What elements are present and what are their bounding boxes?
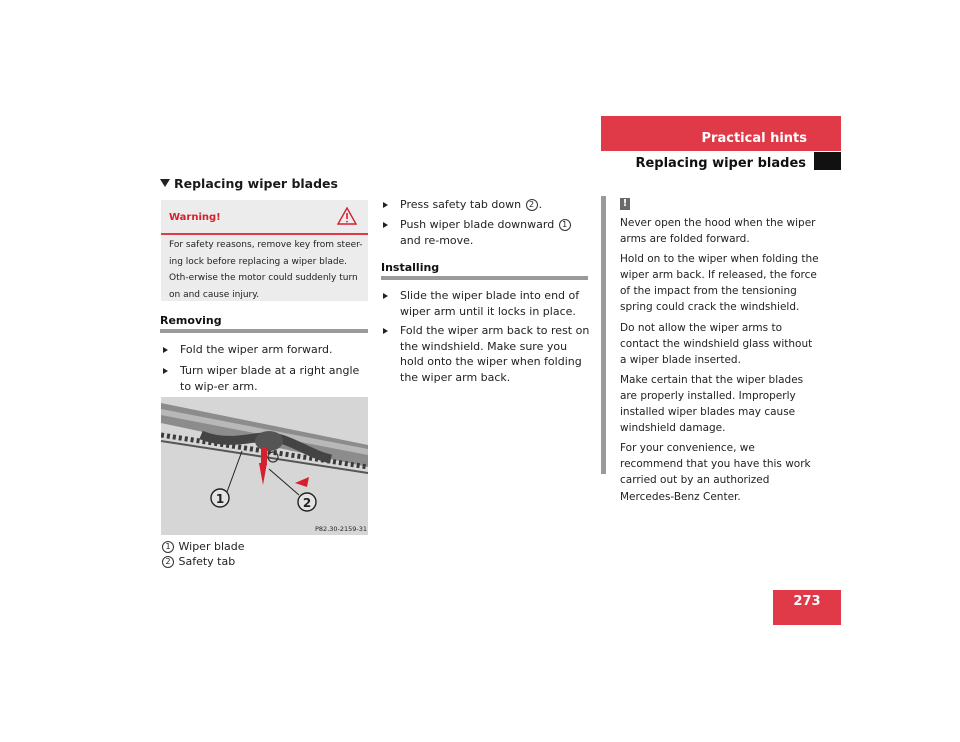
warning-box (161, 200, 368, 301)
number-2-icon: 2 (162, 556, 174, 568)
page-title: Replacing wiper blades (160, 176, 338, 191)
installing-rule (381, 276, 588, 280)
list-item: Press safety tab down 2 . (383, 197, 588, 213)
wiper-illustration (161, 397, 368, 535)
svg-text:2: 2 (302, 496, 312, 510)
figure-code: P82.30-2159-31 (315, 525, 368, 533)
page-number: 273 (773, 590, 841, 625)
arrow-bullet-icon (163, 368, 168, 374)
arrow-bullet-icon (383, 293, 388, 299)
warning-text: For safety reasons, remove key from steer-ing lock before replacing a wiper blade. Oth-erwise the motor could suddenly turn on and cause injury. (169, 240, 363, 300)
removing-heading: Removing (160, 314, 222, 327)
legend-item: 2 Safety tab (161, 554, 235, 570)
triangle-down-icon (160, 179, 170, 187)
list-item: Fold the wiper arm back to rest on the windshield. Make sure you hold onto the wiper when folding the wiper arm back. (383, 323, 588, 387)
number-1-icon: 1 (559, 219, 571, 231)
arrow-bullet-icon (383, 222, 388, 228)
chapter-banner (601, 116, 841, 151)
caution-text: Never open the hood when the wiper arms are folded forward. Hold on to the wiper when folding the wiper arm back. If released, the force of the impact from the tensioning spring could crack the windshield. Do not allow the wiper arms to contact the windshield glass without a wiper blade inserted. Make certain that the wiper blades are properly installed. Improperly installed wiper blades may cause windshield damage. For your convenience, we recommend that you have this work carried out by an authorized Mercedes-Benz Center. (620, 217, 819, 503)
wiper-blade-photo (161, 397, 368, 535)
removing-rule (160, 329, 368, 333)
legend-item: 1 Wiper blade (161, 539, 245, 555)
caution-box (601, 196, 841, 503)
warning-label: Warning! (169, 212, 221, 223)
arrow-bullet-icon (383, 328, 388, 334)
warning-triangle-icon (337, 207, 357, 225)
arrow-bullet-icon (383, 202, 388, 208)
caution-bar (601, 196, 606, 474)
chapter-title: Practical hints (701, 131, 807, 146)
list-item: Turn wiper blade at a right angle to wip-er arm. (163, 363, 368, 395)
section-marker (814, 152, 841, 170)
svg-text:1: 1 (215, 492, 225, 506)
exclamation-icon: ! (620, 198, 630, 210)
list-item: Push wiper blade downward 1 and re-move. (383, 217, 588, 249)
arrow-bullet-icon (163, 347, 168, 353)
number-1-icon: 1 (162, 541, 174, 553)
section-title: Replacing wiper blades (635, 156, 806, 171)
list-item: Slide the wiper blade into end of wiper arm until it locks in place. (383, 288, 588, 320)
number-2-icon: 2 (526, 199, 538, 211)
list-item: Fold the wiper arm forward. (163, 342, 368, 358)
warning-header (161, 200, 368, 235)
installing-heading: Installing (381, 261, 440, 274)
